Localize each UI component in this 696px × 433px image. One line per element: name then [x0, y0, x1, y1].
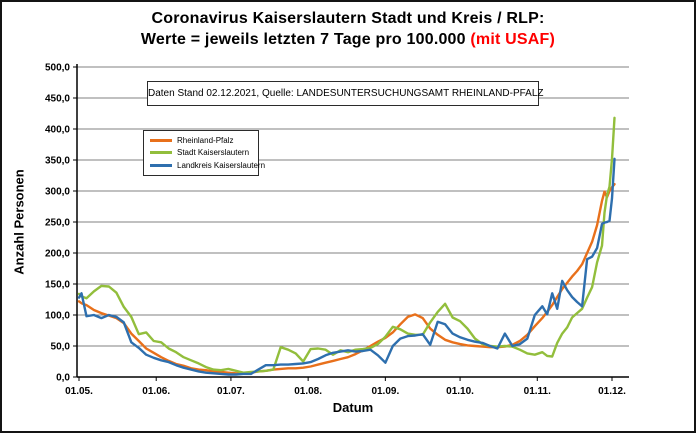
legend-label: Landkreis Kaiserslautern	[177, 161, 266, 171]
legend-line-swatch-blue	[150, 164, 172, 167]
x-tick-label: 01.10.	[446, 386, 474, 397]
series-line-0	[79, 184, 615, 373]
legend-label: Rheinland-Pfalz	[177, 135, 234, 145]
x-tick-label: 01.05.	[65, 386, 93, 397]
x-axis-title: Datum	[332, 400, 374, 415]
data-source-text: Daten Stand 02.12.2021, Quelle: LANDESUNTERSUCHUNGSAMT RHEINLAND-PFALZ	[148, 88, 544, 99]
data-source-box	[147, 81, 544, 106]
legend-item-rheinland-pfalz	[150, 136, 252, 145]
legend-line-swatch-orange	[150, 139, 172, 142]
chart-title-line2: Werte = jeweils letzten 7 Tage pro 100.000 (mit USAF)	[140, 31, 556, 48]
plot-area	[2, 2, 696, 433]
legend-item-landkreis-kaiserslautern	[150, 161, 266, 171]
y-tick-label: 200,0	[44, 248, 70, 260]
y-tick-label: 400,0	[44, 124, 70, 136]
x-tick-label: 01.09.	[371, 386, 400, 397]
chart-title-line1: Coronavirus Kaiserslautern Stadt und Kreis / RLP:	[151, 10, 545, 27]
y-tick-label: 250,0	[44, 217, 70, 229]
y-tick-label: 500,0	[44, 62, 70, 74]
y-tick-label: 150,0	[44, 279, 70, 291]
legend-label: Stadt Kaiserslautern	[177, 148, 250, 158]
x-tick-label: 01.06.	[142, 386, 171, 397]
x-tick-label: 01.12.	[598, 386, 626, 397]
y-tick-label: 450,0	[44, 93, 70, 105]
x-tick-label: 01.11.	[523, 386, 551, 397]
legend-item-stadt-kaiserslautern	[150, 148, 252, 157]
legend	[143, 130, 266, 176]
y-tick-label: 0,0	[56, 372, 70, 384]
x-tick-label: 01.07.	[217, 386, 245, 397]
y-axis-title: Anzahl Personen	[11, 169, 27, 275]
y-tick-label: 300,0	[44, 186, 70, 198]
x-tick-label: 01.08.	[294, 386, 323, 397]
y-tick-label: 350,0	[44, 155, 70, 167]
chart-title-usaf-note: (mit USAF)	[470, 31, 556, 48]
y-tick-label: 50,0	[50, 341, 70, 353]
y-tick-label: 100,0	[44, 310, 70, 322]
legend-line-swatch-green	[150, 151, 172, 154]
